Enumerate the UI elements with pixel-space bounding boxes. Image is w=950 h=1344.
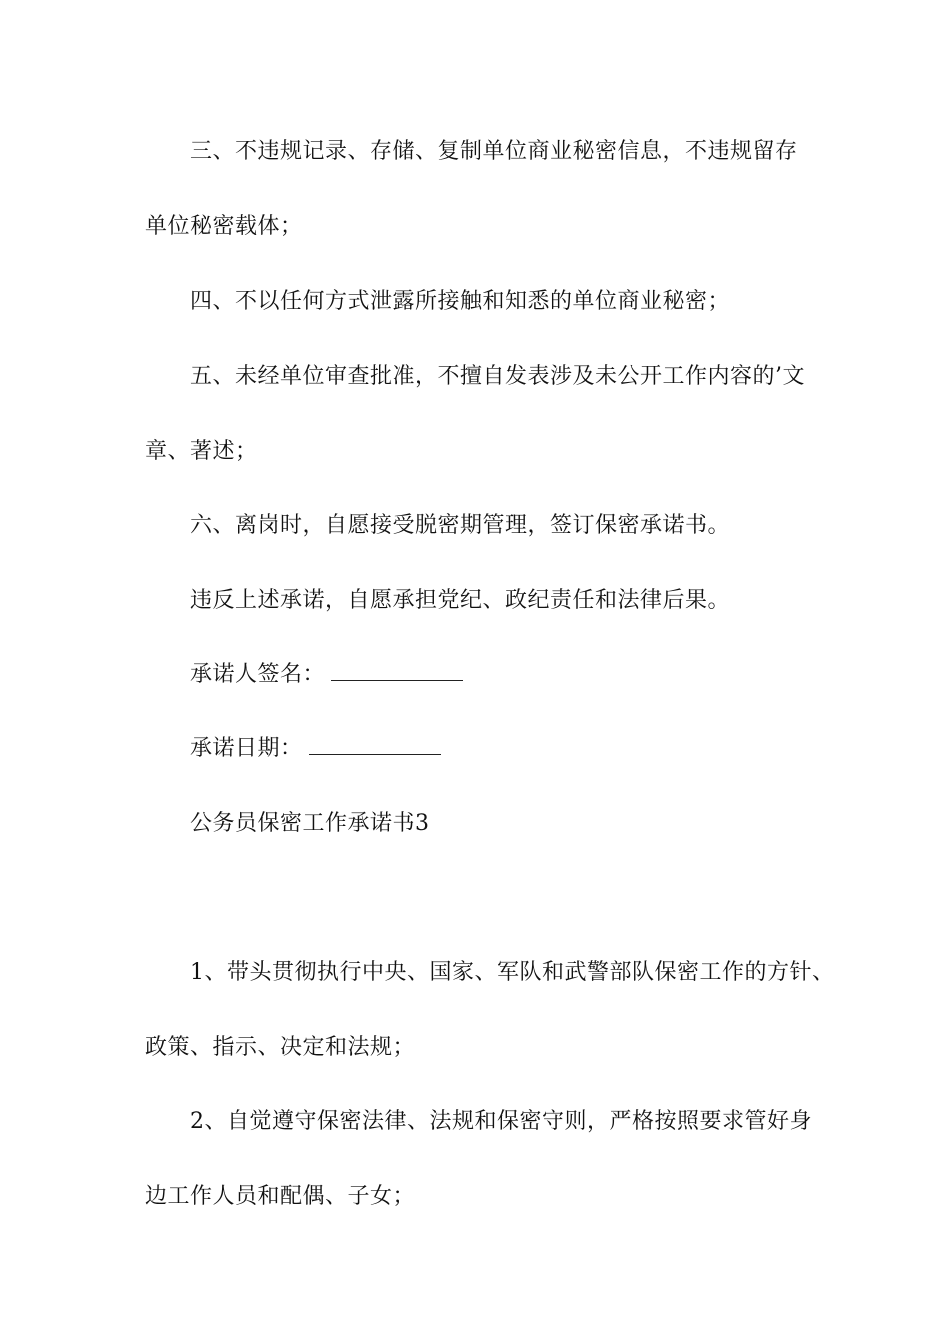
- signature-field: [0, 660, 950, 690]
- paragraph-line: 四、不以任何方式泄露所接触和知悉的单位商业秘密；: [190, 289, 731, 314]
- paragraph-line: 政策、指示、决定和法规；: [145, 1035, 416, 1060]
- paragraph-line: 违反上述承诺，自愿承担党纪、政纪责任和法律后果。: [190, 588, 731, 613]
- date-label: 承诺日期：: [190, 736, 303, 761]
- section-title: 公务员保密工作承诺书3: [190, 811, 430, 836]
- date-field: [0, 734, 950, 764]
- paragraph-line: 六、离岗时，自愿接受脱密期管理，签订保密承诺书。: [190, 513, 731, 538]
- paragraph-line: 单位秘密载体；: [145, 214, 303, 239]
- date-blank: [309, 734, 441, 755]
- paragraph-line: 1、带头贯彻执行中央、国家、军队和武警部队保密工作的方针、: [190, 960, 835, 985]
- paragraph-line: 五、未经单位审查批准，不擅自发表涉及未公开工作内容的’文: [190, 364, 805, 389]
- paragraph-line: 章、著述；: [145, 439, 258, 464]
- signature-blank: [331, 660, 463, 681]
- paragraph-line: 2、自觉遵守保密法律、法规和保密守则，严格按照要求管好身: [190, 1109, 812, 1134]
- paragraph-line: 边工作人员和配偶、子女；: [145, 1184, 416, 1209]
- signature-label: 承诺人签名：: [190, 662, 326, 687]
- paragraph-line: 三、不违规记录、存储、复制单位商业秘密信息，不违规留存: [190, 139, 798, 164]
